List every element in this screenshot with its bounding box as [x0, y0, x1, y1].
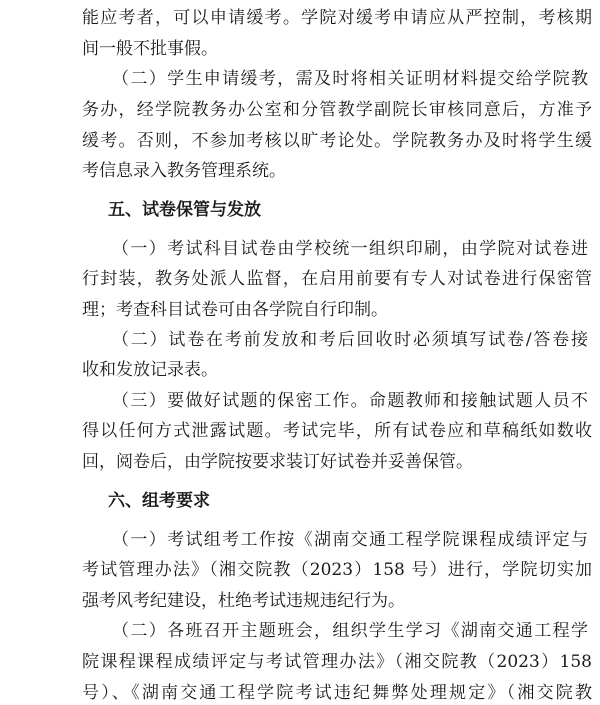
text-line: 行封装，教务处派人监督，在启用前要有专人对试卷进行保密管 — [82, 269, 592, 289]
text-line: （三）要做好试题的保密工作。命题教师和接触试题人员不 — [112, 391, 588, 411]
text-line: （二）学生申请缓考，需及时将相关证明材料提交给学院教 — [112, 69, 588, 89]
text-line: （一）考试组考工作按《湖南交通工程学院课程成绩评定与 — [112, 530, 588, 550]
text-line: 收和发放记录表。 — [82, 360, 218, 380]
text-line: 强考风考纪建设，杜绝考试违规违纪行为。 — [82, 591, 405, 611]
text-line: （二）试卷在考前发放和考后回收时必须填写试卷/答卷接 — [112, 330, 588, 350]
section-heading: 五、试卷保管与发放 — [108, 200, 261, 220]
text-line: 能应考者，可以申请缓考。学院对缓考申请应从严控制，考核期 — [82, 8, 592, 28]
text-line: 院课程课程成绩评定与考试管理办法》（湘交院教（2023）158 — [82, 652, 592, 672]
text-line: 得以任何方式泄露试题。考试完毕，所有试卷应和草稿纸如数收 — [82, 421, 592, 441]
text-line: 号）、《湖南交通工程学院考试违纪舞弊处理规定》（湘交院教 — [82, 683, 592, 703]
section-heading: 六、组考要求 — [108, 491, 210, 511]
text-line: 考信息录入教务管理系统。 — [82, 161, 286, 181]
text-line: 考试管理办法》（湘交院教（2023）158 号）进行，学院切实加 — [82, 560, 592, 580]
text-line: 回，阅卷后，由学院按要求装订好试卷并妥善保管。 — [82, 452, 473, 472]
text-line: 缓考。否则，不参加考核以旷考论处。学院教务办及时将学生缓 — [82, 131, 592, 151]
text-line: 务办，经学院教务办公室和分管教学副院长审核同意后，方准予 — [82, 100, 592, 120]
text-line: （一）考试科目试卷由学校统一组织印刷，由学院对试卷进 — [112, 239, 588, 259]
text-line: 间一般不批事假。 — [82, 39, 218, 59]
text-line: 理；考查科目试卷可由各学院自行印制。 — [82, 300, 388, 320]
text-line: （二）各班召开主题班会，组织学生学习《湖南交通工程学 — [112, 621, 588, 641]
